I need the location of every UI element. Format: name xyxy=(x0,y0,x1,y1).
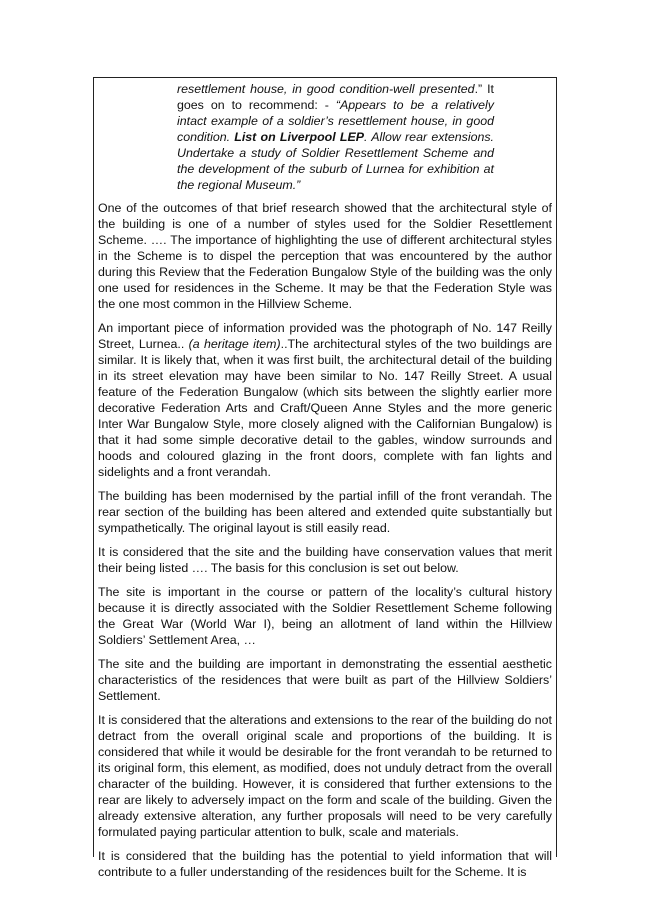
quote-bold-recommendation: List on Liverpool LEP xyxy=(234,130,364,144)
document-frame xyxy=(93,77,557,879)
paragraph-reilly-part-a: An important piece of information provided was the photograph of No. 147 Reilly Street, Lurnea.. xyxy=(98,321,552,351)
paragraph-reilly-part-c: ..The architectural styles of the two buildings are similar. It is likely that, when it was first built, the architectural detail of the building in its street elevation may have been similar to No. 147 Reilly Street. A usual feature of the Federation Bungalow (which sits between the slightly earlier more decorative Federation Arts and Craft/Queen Anne Styles and the more generic Inter War Bungalow Style, more closely aligned with the Californian Bungalow) is that it had some simple decorative detail to the gables, window surrounds and hoods and coloured glazing in the front doors, complete with fan lights and sidelights and a front verandah. xyxy=(98,337,553,479)
paragraph-modernised: The building has been modernised by the partial infill of the front verandah. The rear section of the building has been altered and extended quite substantially but sympathetically. The original layout is still easily read. xyxy=(98,489,552,535)
block-quote xyxy=(98,81,552,193)
paragraph-alterations: It is considered that the alterations and extensions to the rear of the building do not detract from the overall original scale and proportions of the building. It is considered that while it would be desirable for the front verandah to be returned to its original form, this element, as modified, does not unduly detract from the overall character of the building. However, it is considered that further extensions to the rear are likely to adversely impact on the form and scale of the building. Given the already extensive alteration, any further proposals will need to be very carefully formulated paying particular attention to bulk, scale and materials. xyxy=(98,713,552,839)
quote-part-3: “Appears to be a relatively intact example of a soldier’s resettlement house, in good condition. xyxy=(177,98,494,144)
paragraph-cultural-history: The site is important in the course or pattern of the locality’s cultural history because it is directly associated with the Soldier Resettlement Scheme following the Great War (World War I), being an allotment of land within the Hillview Soldiers’ Settlement Area, … xyxy=(98,585,552,647)
paragraph-architectural-style: One of the outcomes of that brief research showed that the architectural style of the building is one of a number of styles used for the Soldier Resettlement Scheme. …. The importance of highlighting the use of different architectural styles in the Scheme is to dispel the perception that was encountered by the author during this Review that the Federation Bungalow Style of the building was the only one used for residences in the Scheme. It may be that the Federation Style was the one most common in the Hillview Scheme. xyxy=(98,201,552,311)
quote-part-2: .” It goes on to recommend: - xyxy=(177,82,494,112)
heritage-item-note: (a heritage item) xyxy=(188,337,281,351)
paragraph-conservation-values: It is considered that the site and the building have conservation values that merit their being listed …. The basis for this conclusion is set out below. xyxy=(98,545,552,575)
paragraph-reilly-street xyxy=(98,320,552,480)
paragraph-aesthetic: The site and the building are important in demonstrating the essential aesthetic characteristics of the residences that were built as part of the Hillview Soldiers’ Settlement. xyxy=(98,657,552,703)
quote-part-1: resettlement house, in good condition-well presented xyxy=(177,82,475,96)
paragraph-yield-information: It is considered that the building has the potential to yield information that will contribute to a fuller understanding of the residences built for the Scheme. It is xyxy=(98,849,552,879)
quote-part-5: . Allow rear extensions. Undertake a study of Soldier Resettlement Scheme and the development of the suburb of Lurnea for exhibition at the regional Museum.” xyxy=(177,130,494,192)
